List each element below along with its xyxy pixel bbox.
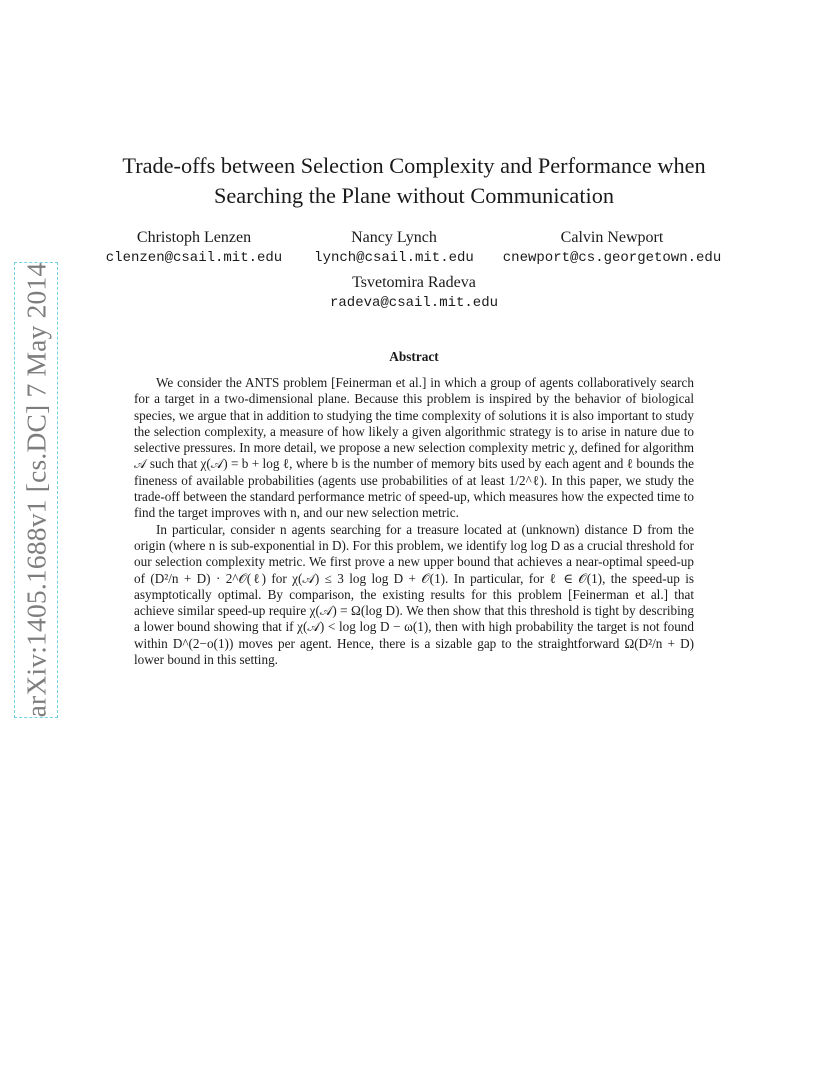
author-block-1 — [104, 228, 284, 268]
author-block-3 — [498, 228, 726, 268]
author-email: clenzen@csail.mit.edu — [105, 250, 283, 266]
author-block-4 — [318, 273, 510, 313]
abstract-body — [134, 375, 694, 668]
author-name: Calvin Newport — [560, 229, 664, 246]
paper-title-line-2: Searching the Plane without Communication — [213, 183, 615, 208]
author-email: cnewport@cs.georgetown.edu — [502, 250, 722, 266]
abstract-paragraph-1: We consider the ANTS problem [Feinerman et al.] in which a group of agents collaboratively search for a target in a two-dimensional plane. Because this problem is inspired by the behavior of biological species, we argue that in addition to studying the time complexity of solutions it is also important to study the selection complexity, a measure of how likely a given algorithmic strategy is to arise in nature due to selective pressures. In more detail, we propose a new selection complexity metric χ, defined for algorithm 𝒜 such that χ(𝒜) = b + log ℓ, where b is the number of memory bits used by each agent and ℓ bounds the fineness of available probabilities (agents use probabilities of at least 1/2^ℓ). In this paper, we study the trade-off between the standard performance metric of speed-up, which measures how the expected time to find the target improves with n, and our new selection metric. — [134, 375, 694, 521]
abstract-paragraph-2: In particular, consider n agents searching for a treasure located at (unknown) distance D from the origin (where n is sub-exponential in D). For this problem, we identify log log D as a crucial threshold for our selection complexity metric. We first prove a new upper bound that achieves a near-optimal speed-up of (D²/n + D) · 2^𝒪(ℓ) for χ(𝒜) ≤ 3 log log D + 𝒪(1). In particular, for ℓ ∈ 𝒪(1), the speed-up is asymptotically optimal. By comparison, the existing results for this problem [Feinerman et al.] that achieve similar speed-up require χ(𝒜) = Ω(log D). We then show that this threshold is tight by describing a lower bound showing that if χ(𝒜) < log log D − ω(1), then with high probability the target is not found within D^(2−o(1)) moves per agent. Hence, there is a sizable gap to the straightforward Ω(D²/n + D) lower bound in this setting. — [134, 521, 694, 668]
author-email: radeva@csail.mit.edu — [329, 295, 499, 311]
abstract-heading: Abstract — [389, 349, 439, 364]
paper-title-line-1: Trade-offs between Selection Complexity and Performance when — [122, 153, 706, 178]
paper-title — [90, 151, 738, 211]
author-name: Tsvetomira Radeva — [352, 274, 476, 291]
author-name: Christoph Lenzen — [136, 229, 252, 246]
author-block-2 — [312, 228, 476, 268]
author-name: Nancy Lynch — [351, 229, 437, 246]
arxiv-identifier-stamp[interactable] — [14, 262, 58, 718]
arxiv-identifier-text: arXiv:1405.1688v1 [cs.DC] 7 May 2014 — [20, 262, 52, 718]
author-email: lynch@csail.mit.edu — [314, 250, 474, 266]
